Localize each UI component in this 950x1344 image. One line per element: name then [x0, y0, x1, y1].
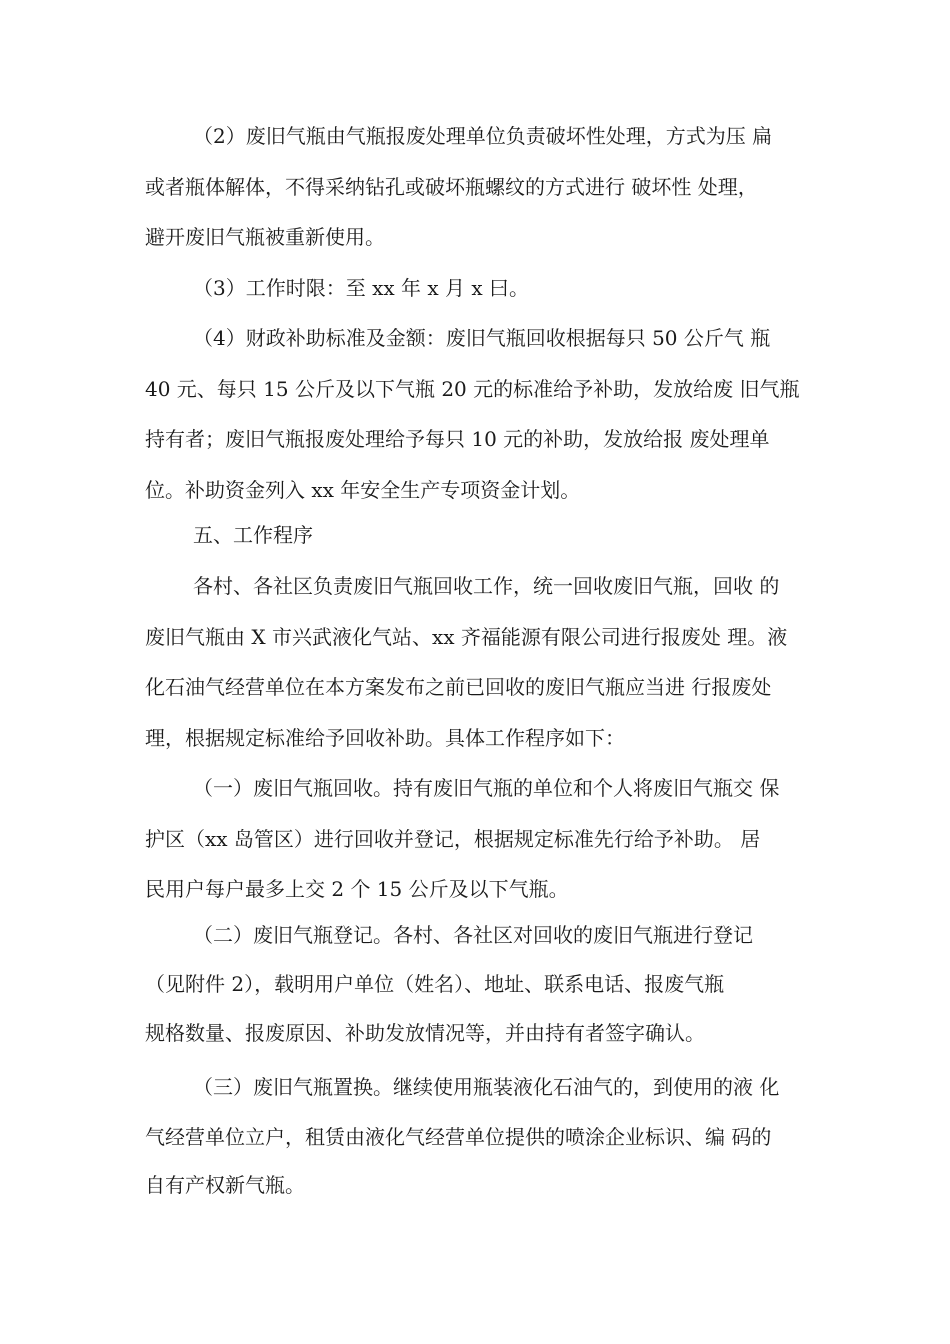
- text-line: 理，根据规定标准给予回收补助。具体工作程序如下：: [145, 726, 625, 750]
- text-line: （一）废旧气瓶回收。持有废旧气瓶的单位和个人将废旧气瓶交 保: [193, 776, 780, 800]
- text-line: 或者瓶体解体，不得采纳钻孔或破坏瓶螺纹的方式进行 破坏性 处理，: [145, 175, 758, 199]
- text-line: 民用户每户最多上交 2 个 15 公斤及以下气瓶。: [145, 877, 569, 901]
- text-line: 规格数量、报废原因、补助发放情况等，并由持有者签字确认。: [145, 1021, 705, 1045]
- text-line: （见附件 2），载明用户单位（姓名）、地址、联系电话、报废气瓶: [145, 972, 725, 996]
- text-line: 自有产权新气瓶。: [145, 1173, 305, 1197]
- text-line: （二）废旧气瓶登记。各村、各社区对回收的废旧气瓶进行登记: [193, 923, 753, 947]
- text-line: （4）财政补助标准及金额：废旧气瓶回收根据每只 50 公斤气 瓶: [193, 326, 771, 350]
- text-line: 化石油气经营单位在本方案发布之前已回收的废旧气瓶应当进 行报废处: [145, 675, 772, 699]
- text-line: 气经营单位立户，租赁由液化气经营单位提供的喷涂企业标识、编 码的: [145, 1125, 772, 1149]
- text-line: 40 元、每只 15 公斤及以下气瓶 20 元的标准给予补助，发放给废 旧气瓶: [145, 377, 800, 401]
- text-line: （2）废旧气瓶由气瓶报废处理单位负责破坏性处理，方式为压 扁: [193, 124, 773, 148]
- section-heading: 五、工作程序: [193, 523, 313, 547]
- text-line: 护区（xx 岛管区）进行回收并登记，根据规定标准先行给予补助。 居: [145, 827, 761, 851]
- text-line: （3）工作时限：至 xx 年 x 月 x 曰。: [193, 276, 529, 300]
- text-line: 持有者；废旧气瓶报废处理给予每只 10 元的补助，发放给报 废处理单: [145, 427, 770, 451]
- text-line: 废旧气瓶由 X 市兴武液化气站、xx 齐福能源有限公司进行报废处 理。液: [145, 625, 788, 649]
- text-line: 位。补助资金列入 xx 年安全生产专项资金计划。: [145, 478, 581, 502]
- text-line: 避开废旧气瓶被重新使用。: [145, 225, 385, 249]
- text-line: 各村、各社区负责废旧气瓶回收工作，统一回收废旧气瓶，回收 的: [193, 574, 780, 598]
- text-line: （三）废旧气瓶置换。继续使用瓶装液化石油气的，到使用的液 化: [193, 1075, 780, 1099]
